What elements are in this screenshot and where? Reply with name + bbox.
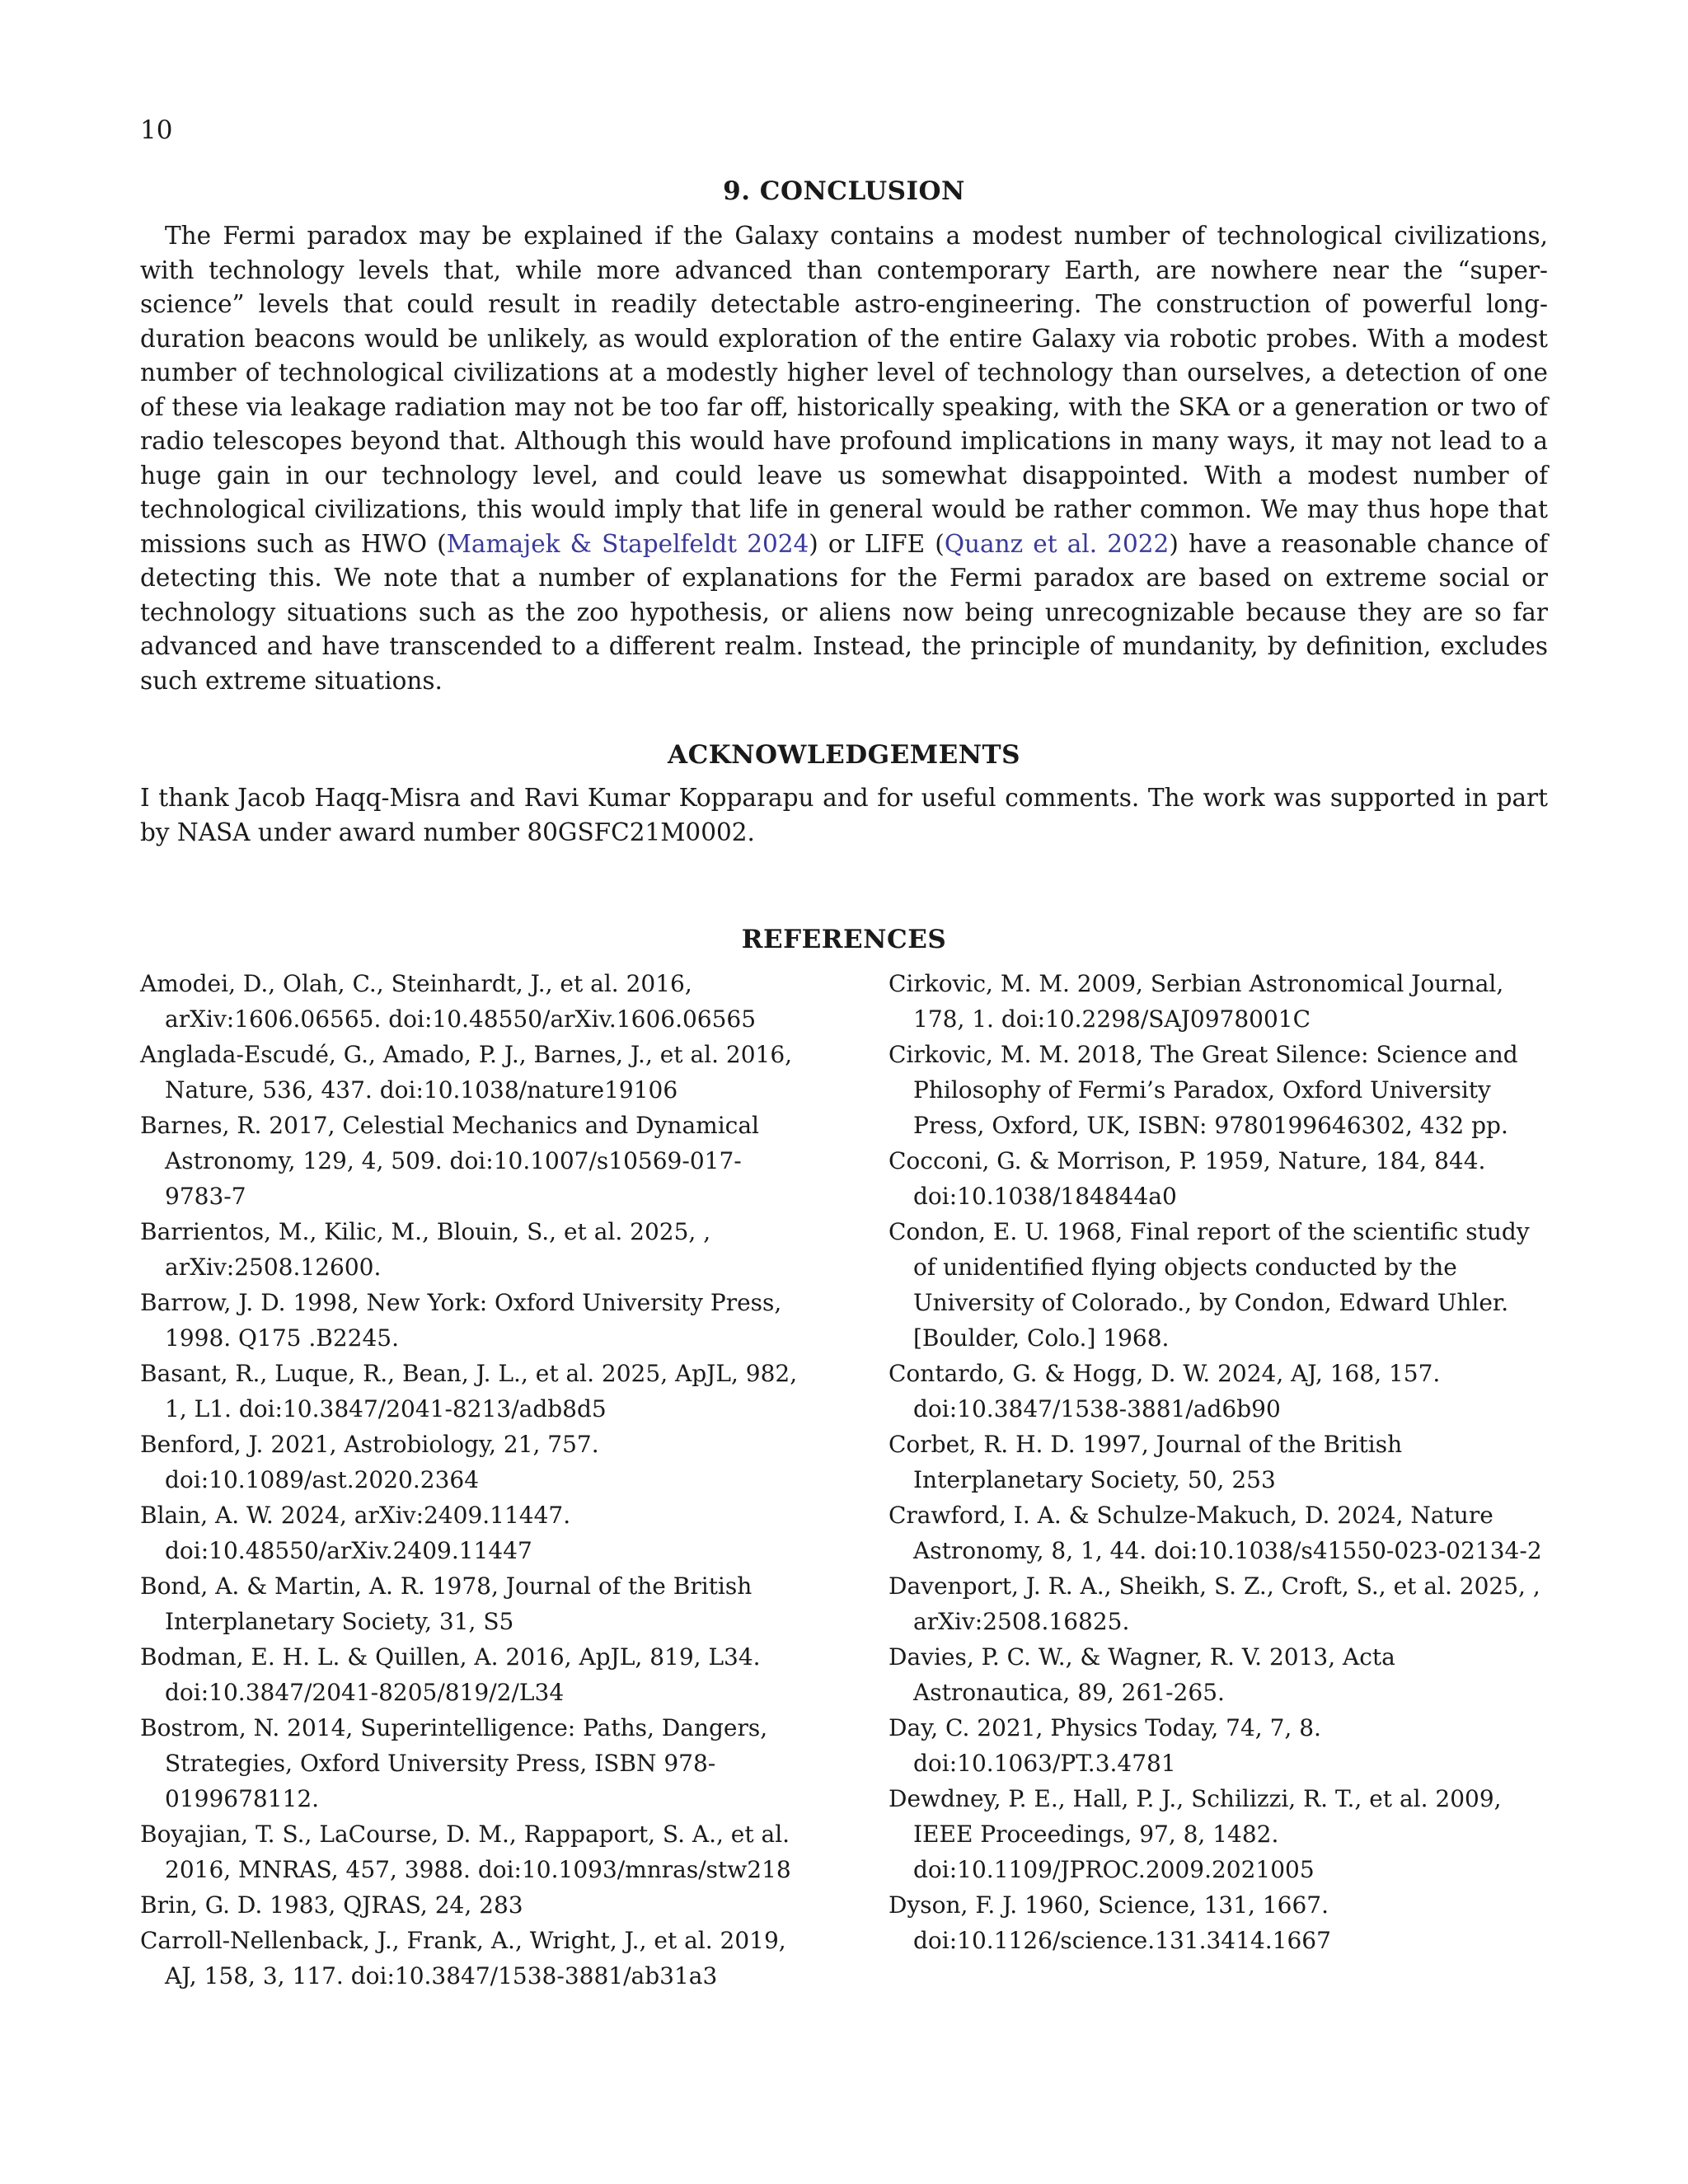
reference-entry: Bostrom, N. 2014, Superintelligence: Paths, Dangers, Strategies, Oxford University Press, ISBN 978-0199678112. <box>140 1714 768 1812</box>
reference-entry: Bodman, E. H. L. & Quillen, A. 2016, ApJL, 819, L34. doi:10.3847/2041-8205/819/2/L34 <box>140 1643 761 1706</box>
reference-entry: Amodei, D., Olah, C., Steinhardt, J., et al. 2016, arXiv:1606.06565. doi:10.48550/arXiv.1606.06565 <box>140 970 757 1033</box>
conclusion-text: ) have a reasonable chance of detecting this. We note that a number of explanations for the Fermi paradox are based on extreme social or technology situations such as the zoo hypothesis, or aliens now being unrecognizable because they are so far advanced and have transcended to a different realm. Instead, the principle of mundanity, by definition, excludes such extreme situations. <box>140 529 1549 695</box>
references-columns <box>140 966 1548 1994</box>
references-heading: REFERENCES <box>741 925 947 954</box>
reference-entry: Carroll-Nellenback, J., Frank, A., Wright, J., et al. 2019, AJ, 158, 3, 117. doi:10.3847/1538-3881/ab31a3 <box>140 1927 786 1990</box>
conclusion-text: ) or LIFE ( <box>809 529 945 558</box>
reference-entry: Barnes, R. 2017, Celestial Mechanics and Dynamical Astronomy, 129, 4, 509. doi:10.1007/s10569-017-9783-7 <box>140 1112 759 1210</box>
reference-entry: Dewdney, P. E., Hall, P. J., Schilizzi, R. T., et al. 2009, IEEE Proceedings, 97, 8, 1482. doi:10.1109/JPROC.2009.2021005 <box>889 1785 1502 1883</box>
conclusion-heading: 9. CONCLUSION <box>723 176 965 206</box>
reference-entry: Dyson, F. J. 1960, Science, 131, 1667. doi:10.1126/science.131.3414.1667 <box>889 1891 1331 1954</box>
reference-entry: Corbet, R. H. D. 1997, Journal of the British Interplanetary Society, 50, 253 <box>889 1431 1403 1493</box>
reference-entry: Bond, A. & Martin, A. R. 1978, Journal of the British Interplanetary Society, 31, S5 <box>140 1572 753 1635</box>
acknowledgements-section <box>140 740 1548 850</box>
references-left-column <box>140 966 799 1994</box>
references-section <box>140 925 1548 1994</box>
reference-entry: Condon, E. U. 1968, Final report of the scientific study of unidentified flying objects conducted by the University of Colorado., by Condon, Edward Uhler. [Boulder, Colo.] 1968. <box>889 1218 1530 1352</box>
reference-entry: Cirkovic, M. M. 2009, Serbian Astronomical Journal, 178, 1. doi:10.2298/SAJ0978001C <box>889 970 1504 1033</box>
citation-link[interactable]: Quanz et al. 2022 <box>944 529 1170 558</box>
conclusion-paragraph <box>140 219 1548 698</box>
reference-entry: Day, C. 2021, Physics Today, 74, 7, 8. doi:10.1063/PT.3.4781 <box>889 1714 1321 1777</box>
citation-link[interactable]: Mamajek & Stapelfeldt 2024 <box>446 529 809 558</box>
references-right-column <box>889 966 1548 1994</box>
conclusion-section <box>140 176 1548 698</box>
reference-entry: Barrow, J. D. 1998, New York: Oxford University Press, 1998. Q175 .B2245. <box>140 1289 782 1352</box>
reference-entry: Davenport, J. R. A., Sheikh, S. Z., Croft, S., et al. 2025, , arXiv:2508.16825. <box>889 1572 1540 1635</box>
reference-entry: Barrientos, M., Kilic, M., Blouin, S., et al. 2025, , arXiv:2508.12600. <box>140 1218 711 1281</box>
reference-entry: Brin, G. D. 1983, QJRAS, 24, 283 <box>140 1891 523 1919</box>
reference-entry: Cocconi, G. & Morrison, P. 1959, Nature, 184, 844. doi:10.1038/184844a0 <box>889 1147 1486 1210</box>
reference-entry: Anglada-Escudé, G., Amado, P. J., Barnes, J., et al. 2016, Nature, 536, 437. doi:10.1038/nature19106 <box>140 1041 793 1104</box>
acknowledgements-text: I thank Jacob Haqq-Misra and Ravi Kumar Kopparapu and for useful comments. The work was supported in part by NASA under award number 80GSFC21M0002. <box>140 784 1548 846</box>
reference-entry: Cirkovic, M. M. 2018, The Great Silence: Science and Philosophy of Fermi’s Paradox, Oxford University Press, Oxford, UK, ISBN: 9780199646302, 432 pp. <box>889 1041 1518 1139</box>
reference-entry: Blain, A. W. 2024, arXiv:2409.11447. doi:10.48550/arXiv.2409.11447 <box>140 1502 571 1564</box>
page-number: 10 <box>140 115 173 145</box>
reference-entry: Crawford, I. A. & Schulze-Makuch, D. 2024, Nature Astronomy, 8, 1, 44. doi:10.1038/s41550-023-02134-2 <box>889 1502 1542 1564</box>
reference-entry: Benford, J. 2021, Astrobiology, 21, 757. doi:10.1089/ast.2020.2364 <box>140 1431 599 1493</box>
reference-entry: Davies, P. C. W., & Wagner, R. V. 2013, Acta Astronautica, 89, 261-265. <box>889 1643 1395 1706</box>
reference-entry: Basant, R., Luque, R., Bean, J. L., et al. 2025, ApJL, 982, 1, L1. doi:10.3847/2041-8213/adb8d5 <box>140 1360 798 1422</box>
conclusion-text: The Fermi paradox may be explained if the Galaxy contains a modest number of technological civilizations, with technology levels that, while more advanced than contemporary Earth, are nowhere near the “super-science” levels that could result in readily detectable astro-engineering. The construction of powerful long-duration beacons would be unlikely, as would exploration of the entire Galaxy via robotic probes. With a modest number of technological civilizations at a modestly higher level of technology than ourselves, a detection of one of these via leakage radiation may not be too far off, historically speaking, with the SKA or a generation or two of radio telescopes beyond that. Although this would have profound implications in many ways, it may not lead to a huge gain in our technology level, and could leave us somewhat disappointed. With a modest number of technological civilizations, this would imply that life in general would be rather common. We may thus hope that missions such as HWO ( <box>140 222 1548 558</box>
reference-entry: Boyajian, T. S., LaCourse, D. M., Rappaport, S. A., et al. 2016, MNRAS, 457, 3988. doi:10.1093/mnras/stw218 <box>140 1821 791 1883</box>
reference-entry: Contardo, G. & Hogg, D. W. 2024, AJ, 168, 157. doi:10.3847/1538-3881/ad6b90 <box>889 1360 1441 1422</box>
acknowledgements-heading: ACKNOWLEDGEMENTS <box>668 740 1020 770</box>
